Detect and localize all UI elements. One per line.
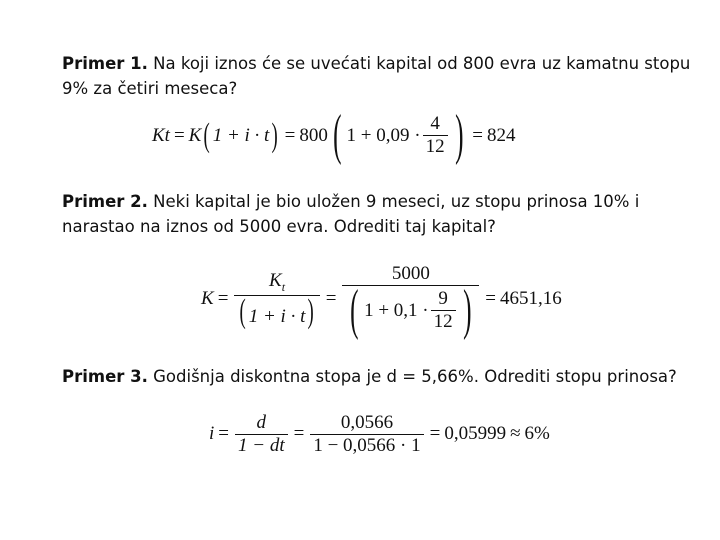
formula-3-num2: 0,0566 — [340, 412, 394, 433]
formula-2-den: 1 + i · t — [248, 305, 306, 327]
example-2-text: Neki kapital je bio uložen 9 meseci, uz stopu prinosa 10% i narastao na iznos od 5000 evra. Odrediti taj kapital? — [62, 192, 640, 236]
formula-3-approx: 6% — [524, 423, 550, 445]
formula-3-fraction-b — [310, 413, 423, 456]
formula-3-den: 1 − dt — [235, 434, 288, 456]
formula-3-num: d — [256, 412, 267, 433]
formula-2-num-sub: t — [281, 280, 286, 295]
example-1-paragraph — [62, 51, 702, 101]
example-2-paragraph — [62, 189, 662, 239]
formula-1-principal: 800 — [299, 124, 328, 146]
example-3-text: Godišnja diskontna stopa je d = 5,66%. Odrediti stopu prinosa? — [147, 367, 677, 386]
formula-2-result: 4651,16 — [500, 288, 562, 310]
formula-2-num2: 5000 — [391, 263, 430, 284]
formula-1-k: K — [188, 124, 202, 146]
example-2-label: Primer 2. — [62, 192, 148, 211]
formula-3-den2: 1 − 0,0566 · 1 — [310, 434, 423, 456]
formula-2-inner-num: 9 — [438, 288, 448, 310]
example-1-label: Primer 1. — [62, 54, 148, 73]
formula-1: Kt = K ( 1 + i · t ) = 800 ( 1 + 0,09 · $\frac{4}{12}$ ) = 824 — [152, 104, 516, 166]
formula-1-inner: 1 + i · t — [212, 124, 270, 146]
example-1-text: Na koji iznos će se uvećati kapital od 800 evra uz kamatnu stopu 9% za četiri meseca? — [62, 54, 691, 98]
formula-2-den2: 1 + 0,1 · — [364, 299, 429, 321]
example-3-label: Primer 3. — [62, 367, 148, 386]
example-3-paragraph — [62, 364, 702, 389]
formula-1-fraction-den: 12 — [423, 135, 448, 157]
formula-2: K = $\frac{K_t}{( 1 + i \cdot t)}$ = 5000 ( 1 + 0,1 · $\frac{9}{12}$ ) = 4651,16 — [201, 263, 562, 341]
formula-3-fraction-a — [235, 413, 288, 456]
formula-3: i = $\frac{d}{1 - dt}$ = $\frac{0,0566}{1 - 0,0566 \cdot 1}$ = 0,05999 ≈ 6% — [209, 412, 550, 456]
formula-2-lhs: K — [201, 288, 214, 310]
formula-3-lhs: i — [209, 423, 215, 445]
formula-1-result: 824 — [486, 124, 516, 146]
formula-2-num: K — [269, 270, 282, 292]
formula-2-inner-fraction — [431, 289, 456, 332]
formula-2-fraction-b: 5000 ( 1 + 0,1 · $\frac{9}{12}$ ) — [342, 264, 479, 335]
formula-2-fraction-a: $\frac{K_t}{( 1 + i \cdot t)}$ — [234, 271, 319, 327]
formula-1-term: 1 + 0,09 · — [346, 124, 421, 146]
formula-1-fraction-num: 4 — [430, 113, 440, 135]
formula-3-result: 0,05999 — [444, 423, 507, 445]
formula-1-lhs: Kt — [152, 124, 170, 146]
formula-1-fraction — [423, 114, 448, 157]
formula-2-inner-den: 12 — [431, 310, 456, 332]
